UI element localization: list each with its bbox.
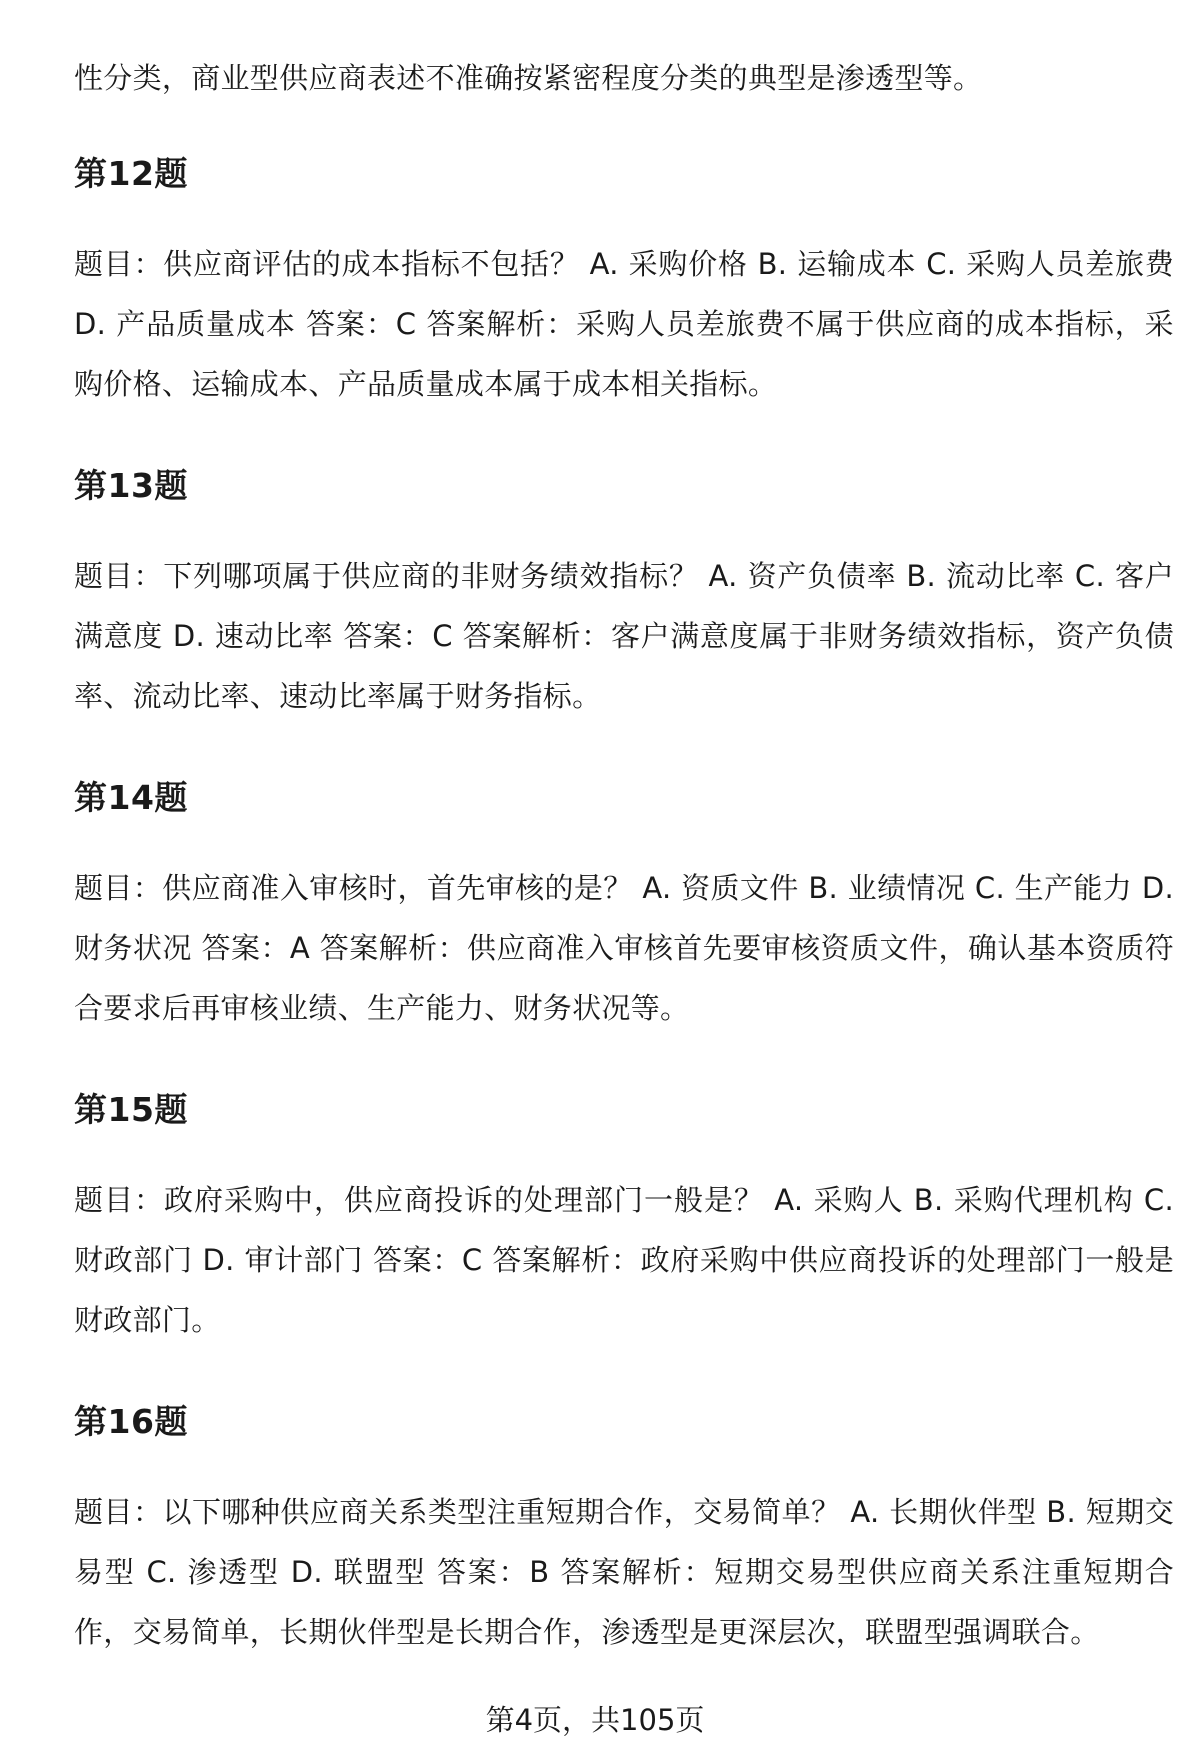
question-15 xyxy=(74,1088,1174,1350)
question-title: 第16题 xyxy=(74,1402,188,1441)
document-content xyxy=(74,48,1174,1662)
question-16 xyxy=(74,1400,1174,1662)
continued-paragraph: 性分类，商业型供应商表述不准确按紧密程度分类的典型是渗透型等。 xyxy=(74,61,983,95)
question-title: 第15题 xyxy=(74,1090,188,1129)
page-number-footer: 第4页，共105页 xyxy=(485,1703,705,1737)
question-body: 题目：供应商评估的成本指标不包括？ A. 采购价格 B. 运输成本 C. 采购人员差旅费 D. 产品质量成本 答案：C 答案解析：采购人员差旅费不属于供应商的成本指标，采购价格、运输成本、产品质量成本属于成本相关指标。 xyxy=(74,247,1174,401)
question-title: 第13题 xyxy=(74,466,188,505)
question-title: 第12题 xyxy=(74,154,188,193)
question-body: 题目：以下哪种供应商关系类型注重短期合作，交易简单？ A. 长期伙伴型 B. 短期交易型 C. 渗透型 D. 联盟型 答案：B 答案解析：短期交易型供应商关系注重短期合作，交易简单，长期伙伴型是长期合作，渗透型是更深层次，联盟型强调联合。 xyxy=(74,1495,1174,1649)
question-13 xyxy=(74,464,1174,726)
question-body: 题目：供应商准入审核时，首先审核的是？ A. 资质文件 B. 业绩情况 C. 生产能力 D. 财务状况 答案：A 答案解析：供应商准入审核首先要审核资质文件，确认基本资质符合要求后再审核业绩、生产能力、财务状况等。 xyxy=(74,871,1174,1025)
question-body: 题目：下列哪项属于供应商的非财务绩效指标？ A. 资产负债率 B. 流动比率 C. 客户满意度 D. 速动比率 答案：C 答案解析：客户满意度属于非财务绩效指标，资产负债率、流动比率、速动比率属于财务指标。 xyxy=(74,559,1174,713)
question-14 xyxy=(74,776,1174,1038)
question-body: 题目：政府采购中，供应商投诉的处理部门一般是？ A. 采购人 B. 采购代理机构 C. 财政部门 D. 审计部门 答案：C 答案解析：政府采购中供应商投诉的处理部门一般是财政部门。 xyxy=(74,1183,1174,1337)
question-title: 第14题 xyxy=(74,778,188,817)
question-12 xyxy=(74,152,1174,414)
